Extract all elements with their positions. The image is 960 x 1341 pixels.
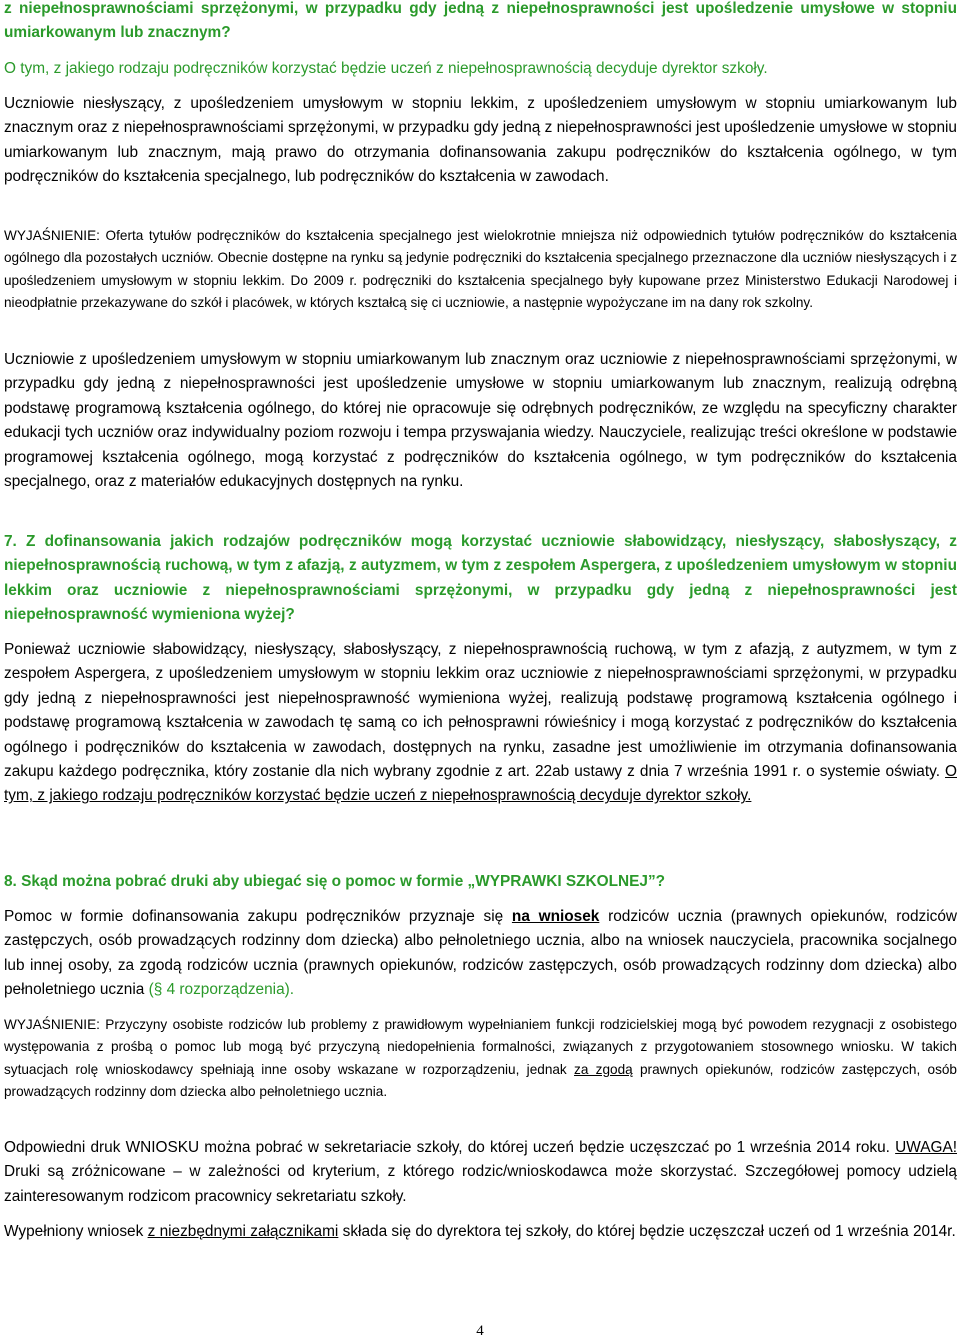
explanation-2 <box>4 1014 957 1104</box>
question-8: 8. Skąd można pobrać druki aby ubiegać się o pomoc w formie „WYPRAWKI SZKOLNEJ”? <box>4 873 666 890</box>
forms-paragraph <box>4 1136 957 1209</box>
page-number: 4 <box>476 1323 484 1339</box>
decision-note: O tym, z jakiego rodzaju podręczników korzystać będzie uczeń z niepełnosprawnością decyduje dyrektor szkoły. <box>4 60 768 77</box>
answer-8-text-1: Pomoc w formie dofinansowania zakupu podręczników przyznaje się <box>4 908 504 925</box>
submission-text-2: składa się do dyrektora tej szkoły, do której będzie uczęszczał uczeń od 1 września 2014r. <box>342 1223 956 1240</box>
regulation-reference: (§ 4 rozporządzenia). <box>148 981 295 999</box>
on-request-emphasis: na wniosek <box>511 908 600 925</box>
paragraph-moderate-disability: Uczniowie z upośledzeniem umysłowym w stopniu umiarkowanym lub znacznym oraz uczniowie z niepełnosprawnościami sprzężonymi, w przypadku gdy jedną z niepełnosprawności jest upośledzenie umysłowe w stopniu umiarkowanym lub znacznym, realizują odrębną podstawę programową kształcenia ogólnego, do której nie opracowuje się odrębnych podręczników, ze względu na specyficzny charakter edukacji tych uczniów oraz indywidualny poziom rozwoju i tempa przyswajania wiedzy. Nauczyciele, realizując treści określone w podstawie programowej kształcenia ogólnego, mogą korzystać z podręczników do kształcenia ogólnego, w tym podręczników do kształcenia specjalnego, oraz z materiałów edukacyjnych dostępnych na rynku. <box>4 351 957 491</box>
explanation-2-text-1: WYJAŚNIENIE: Przyczyny osobiste rodziców lub problemy z prawidłowym wypełnianiem funkcji rodzicielskiej mogą być powodem rezygnacji z osobistego występowania z prośbą o pomoc lub mogą być przyczyną niedopełnienia formalności, związanych z przygotowaniem stosownego wniosku. W takich sytuacjach rolę wnioskodawcy spełniają inne osoby wskazane w rozporządzeniu, jednak <box>4 1017 957 1077</box>
submission-paragraph <box>4 1220 957 1244</box>
forms-text-1: Odpowiedni druk WNIOSKU można pobrać w sekretariacie szkoły, do której uczeń będzie uczęszczać po 1 września 2014 roku. <box>4 1139 890 1156</box>
explanation-1: WYJAŚNIENIE: Oferta tytułów podręczników do kształcenia specjalnego jest wielokrotnie mniejsza niż odpowiednich tytułów podręczników do kształcenia ogólnego dla pozostałych uczniów. Obecnie dostępne na rynku są jedynie podręczniki do kształcenia specjalnego przeznaczone dla uczniów niesłyszących i z upośledzeniem umysłowym w stopniu lekkim. Do 2009 r. podręczniki do kształcenia specjalnego były kupowane przez Ministerstwo Edukacji Narodowej i nieodpłatnie przekazywane do szkół i placówek, w których kształcą się ci uczniowie, a następnie wypożyczane im na dany rok szkolny. <box>4 228 957 311</box>
question-6-tail-line-1: z niepełnosprawnościami sprzężonymi, w przypadku gdy jedną z niepełnosprawności jest upośledzenie umysłowe <box>4 0 875 17</box>
question-6-tail-line-2: w stopniu umiarkowanym lub znacznym? <box>4 0 957 42</box>
warning-label: UWAGA! <box>895 1139 957 1156</box>
attachments-underlined: z niezbędnymi załącznikami <box>147 1223 339 1240</box>
explanation-2-text-2: prawnych opiekunów, rodziców zastępczych, osób prowadzących rodzinny dom dziecka albo pełnoletniego ucznia. <box>4 1061 957 1100</box>
answer-8 <box>4 905 957 1003</box>
consent-underlined: za zgodą <box>574 1061 633 1077</box>
answer-8-text-2: rodziców ucznia (prawnych opiekunów, rodziców zastępczych, osób prowadzących rodzinny dom dziecka) albo pełnoletniego ucznia, albo na wniosek nauczyciela, pracownika socjalnego lub innej osoby, za zgodą rodziców ucznia (prawnych opiekunów, rodziców zastępczych, osób prowadzących rodzinny dom dziecka) albo pełnoletniego ucznia <box>4 908 958 999</box>
answer-7-director-note: O tym, z jakiego rodzaju podręczników korzystać będzie uczeń z niepełnosprawnością decyduje dyrektor szkoły. <box>4 763 957 805</box>
question-7: 7. Z dofinansowania jakich rodzajów podręczników mogą korzystać uczniowie słabowidzący, niesłyszący, słabosłyszący, z niepełnosprawnością ruchową, w tym z afazją, z autyzmem, w tym z zespołem Aspergera, z upośledzeniem umysłowym w stopniu lekkim oraz uczniowie z niepełnosprawnościami sprzężonymi, w przypadku gdy jedną z niepełnosprawności jest niepełnosprawność wymieniona wyżej? <box>4 533 957 624</box>
answer-7-text: Ponieważ uczniowie słabowidzący, niesłyszący, słabosłyszący, z niepełnosprawnością ruchową, w tym z afazją, z autyzmem, w tym z zespołem Aspergera, z upośledzeniem umysłowym w stopniu lekkim oraz uczniowie z niepełnosprawnościami sprzężonymi, w przypadku gdy jedną z niepełnosprawności jest niepełnosprawność wymieniona wyżej, realizują podstawę programową kształcenia ogólnego i podstawę programową kształcenia w zawodach tę samą co ich pełnosprawni rówieśnicy i mogą korzystać z podręczników do kształcenia ogólnego i podręczników do kształcenia w zawodach, dostępnych na rynku, zasadne jest umożliwienie im otrzymania dofinansowania zakupu każdego podręcznika, który zostanie dla nich wybrany zgodnie z art. 22ab ustawy z dnia 7 września 1991 r. o systemie oświaty. <box>4 641 957 781</box>
answer-7 <box>4 638 957 809</box>
submission-text-1: Wypełniony wniosek <box>4 1223 144 1240</box>
question-6-tail <box>4 0 957 46</box>
forms-text-2: Druki są zróżnicowane – w zależności od kryterium, z którego rodzic/wnioskodawca może skorzystać. Szczegółowej pomocy udzielą zainteresowanym rodzicom pracownicy sekretariatu szkoły. <box>4 1163 957 1205</box>
paragraph-deaf-students: Uczniowie niesłyszący, z upośledzeniem umysłowym w stopniu lekkim, z upośledzeniem umysłowym w stopniu umiarkowanym lub znacznym oraz z niepełnosprawnościami sprzężonymi, w przypadku gdy jedną z niepełnosprawności jest upośledzenie umysłowe w stopniu umiarkowanym lub znacznym, mają prawo do otrzymania dofinansowania zakupu podręczników do kształcenia ogólnego, w tym podręczników do kształcenia specjalnego, lub podręczników do kształcenia w zawodach. <box>4 95 957 186</box>
